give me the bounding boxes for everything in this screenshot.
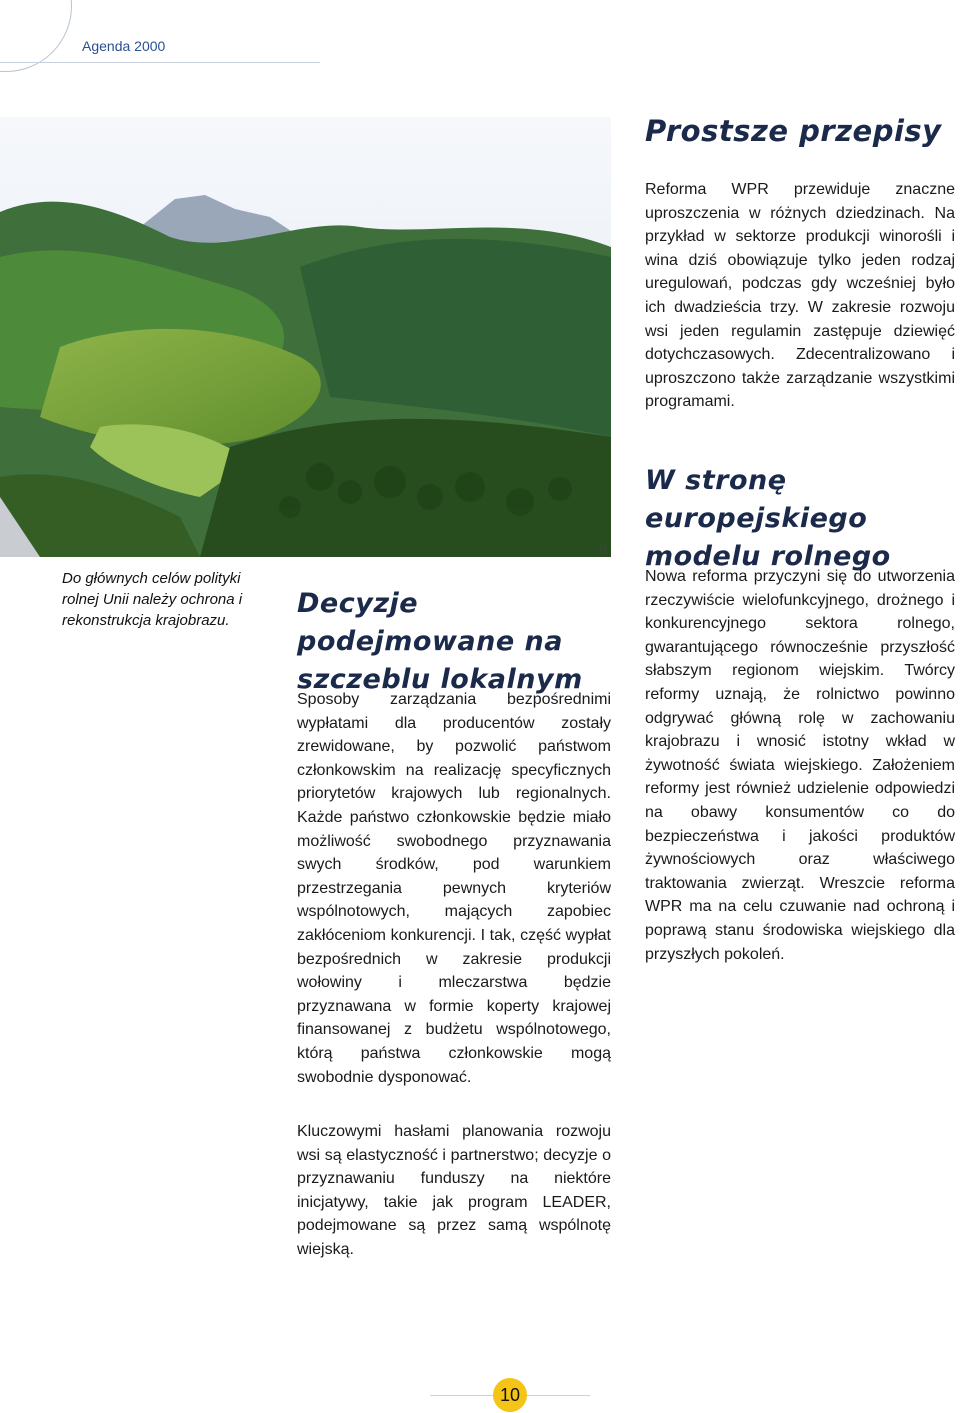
- side-code: 39: [598, 544, 608, 555]
- heading-simpler-rules: Prostsze przepisy: [645, 114, 942, 148]
- body-local-decisions-1: Sposoby zarządzania bezpośrednimi wypłatami dla producentów zostały zrewidowane, by pozwolić państwom członkowskim na realizację specyficznych priorytetów krajowych lub regionalnych. Każde państwo członkowskie będzie miało możliwość swobodnego przyznawania swych środków, pod warunkiem przestrzegania pewnych kryteriów wspólnotowych, mających zapobiec zakłóceniom konkurencji. I tak, część wypłat bezpośrednich w zakresie produkcji wołowiny i mleczarstwa będzie przyznawana w formie koperty krajowej finansowanej z budżetu wspólnotowego, którą państwa członkowskie mogą swobodnie dysponować.: [297, 691, 611, 1086]
- body-simpler-rules: Reforma WPR przewiduje znaczne uproszczenia w różnych dziedzinach. Na przykład w sektorze produkcji winorośli i wina dziś obowiązuje tylko jeden rodzaj uregulowań, podczas gdy wcześniej było ich dwadzieścia trzy. W zakresie rozwoju wsi jeden regulamin zastępuje dziewięć dotychczasowych. Zdecentralizowano i uproszczono także zarządzanie wszystkimi programami.: [645, 181, 955, 411]
- running-header: Agenda 2000: [82, 38, 166, 54]
- landscape-photo: [0, 117, 611, 557]
- photo-caption: Do głównych celów polityki rolnej Unii należy ochrona i rekonstrukcja krajobrazu.: [62, 570, 243, 629]
- header-rule: [0, 62, 320, 63]
- body-european-model: Nowa reforma przyczyni się do utworzenia rzeczywiście wielofunkcyjnego, drożnego i konkurencyjnego sektora rolnego, gwarantującego równocześnie przyszłość słabszym regionom wiejskim. Twórcy reformy uznają, że rolnictwo powinno odgrywać główną rolę w zachowaniu krajobrazu i wnosić istotny wkład w żywotność świata wiejskiego. Założeniem reformy jest również udzielenie odpowiedzi na obawy konsumentów co do bezpieczeństwa i jakości produktów żywnościowych oraz właściwego traktowania zwierząt. Wreszcie reforma WPR ma na celu czuwanie nad ochroną i poprawą stanu środowiska wiejskiego dla przyszłych pokoleń.: [645, 568, 955, 963]
- heading-local-decisions: Decyzje podejmowane na szczeblu lokalnym: [297, 588, 583, 695]
- page-number-badge: 10: [493, 1378, 527, 1412]
- body-local-decisions-2: Kluczowymi hasłami planowania rozwoju wsi są elastyczność i partnerstwo; decyzje o przyznawaniu funduszy na niektóre inicjatywy, takie jak program LEADER, podejmowane są przez samą wspólnotę wiejską.: [297, 1123, 611, 1258]
- heading-european-model: W stronę europejskiego modelu rolnego: [645, 465, 891, 572]
